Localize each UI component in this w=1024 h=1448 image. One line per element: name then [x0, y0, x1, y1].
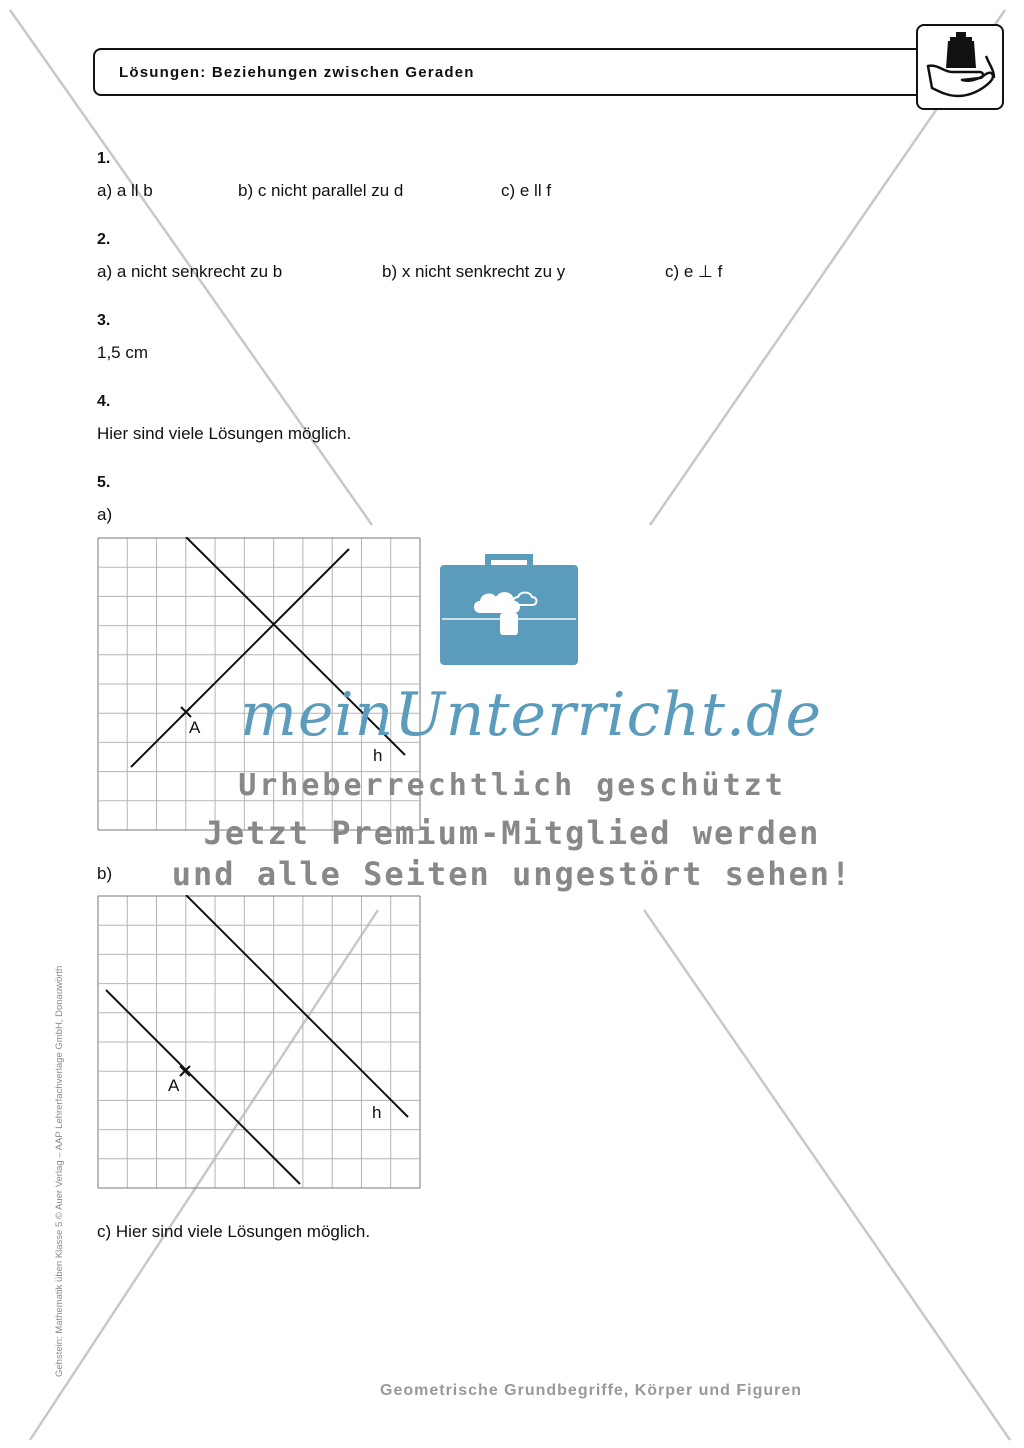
task2-answer-a: a) a nicht senkrecht zu b	[97, 262, 283, 281]
point-a-label: A	[189, 718, 201, 737]
task3-number: 3.	[97, 312, 111, 329]
task1-number: 1.	[97, 150, 111, 167]
line-h-label: h	[372, 1103, 382, 1122]
logo-box	[916, 24, 1004, 110]
hand-holding-weight-icon	[918, 26, 1002, 108]
side-credit: Gehstein: Mathematik üben Klasse 5 © Auer Verlag – AAP Lehrerfachverlage GmbH, Donauwörth	[54, 965, 65, 1377]
task2-answer-b: b) x nicht senkrecht zu y	[382, 262, 566, 281]
task5-b-label: b)	[97, 864, 113, 883]
task2-answer-c: c) e ⊥ f	[665, 262, 723, 281]
task4-answer: Hier sind viele Lösungen möglich.	[97, 424, 352, 443]
footer-topic: Geometrische Grundbegriffe, Körper und Figuren	[380, 1382, 803, 1399]
grid-b-figure	[97, 895, 421, 1189]
task1-answer-b: b) c nicht parallel zu d	[238, 181, 404, 200]
line-h-label: h	[373, 746, 383, 765]
watermark-brand: meinUnterricht.de	[240, 680, 822, 750]
line-h-b	[186, 895, 408, 1117]
header-bar	[93, 48, 923, 96]
task2-number: 2.	[97, 231, 111, 248]
task5-a-label: a)	[97, 505, 113, 524]
page-title: Lösungen: Beziehungen zwischen Geraden	[119, 64, 475, 81]
task3-answer: 1,5 cm	[97, 343, 149, 362]
task1-answer-a: a) a ll b	[97, 181, 153, 200]
line-parallel-b	[106, 990, 300, 1184]
task5-c-answer: c) Hier sind viele Lösungen möglich.	[97, 1222, 371, 1241]
task4-number: 4.	[97, 393, 111, 410]
point-a-label: A	[168, 1076, 180, 1095]
task1-answer-c: c) e ll f	[501, 181, 552, 200]
watermark-premium: Jetzt Premium-Mitglied werden	[203, 814, 821, 852]
watermark-view-pages: und alle Seiten ungestört sehen!	[171, 855, 853, 893]
watermark-copyright: Urheberrechtlich geschützt	[238, 768, 786, 803]
task5-number: 5.	[97, 474, 111, 491]
briefcase-cloud-icon	[440, 553, 578, 665]
